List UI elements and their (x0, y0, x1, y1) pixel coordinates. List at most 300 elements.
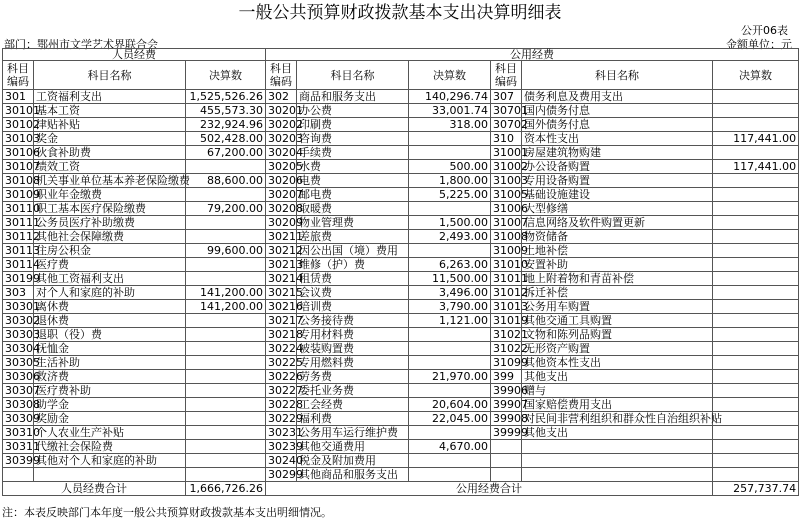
cell-code (491, 454, 522, 468)
cell-amount (713, 300, 799, 314)
table-row (3, 426, 799, 440)
cell-amount (409, 202, 491, 216)
cell-code: 30199 (3, 272, 34, 286)
cell-amount (186, 328, 266, 342)
cell-code: 31022 (491, 342, 522, 356)
cell-code: 30102 (3, 118, 34, 132)
cell-code: 31005 (491, 188, 522, 202)
cell-amount: 1,121.00 (409, 314, 491, 328)
cell-amount (186, 384, 266, 398)
table-row (3, 300, 799, 314)
cell-name: 手续费 (297, 146, 409, 160)
cell-name: 奖金 (34, 132, 186, 146)
cell-name: 个人农业生产补贴 (34, 426, 186, 440)
cell-amount (186, 468, 266, 482)
table-row (3, 146, 799, 160)
cell-amount (713, 342, 799, 356)
cell-name: 对个人和家庭的补助 (34, 286, 186, 300)
cell-code: 30304 (3, 342, 34, 356)
header-code: 科目编码 (266, 61, 297, 90)
cell-name: 奖励金 (34, 412, 186, 426)
cell-amount (713, 412, 799, 426)
cell-name: 国内债务付息 (522, 104, 713, 118)
cell-code (491, 468, 522, 482)
cell-amount (186, 230, 266, 244)
cell-name: 公务接待费 (297, 314, 409, 328)
cell-name: 国家赔偿费用支出 (522, 398, 713, 412)
cell-name: 地上附着物和青苗补偿 (522, 272, 713, 286)
cell-code: 30204 (266, 146, 297, 160)
cell-code: 30107 (3, 160, 34, 174)
cell-amount (713, 286, 799, 300)
cell-code: 30209 (266, 216, 297, 230)
page-title: 一般公共预算财政拨款基本支出决算明细表 (238, 3, 562, 23)
cell-amount (409, 356, 491, 370)
header-code: 科目编码 (491, 61, 522, 90)
cell-name: 信息网络及软件购置更新 (522, 216, 713, 230)
cell-code: 30202 (266, 118, 297, 132)
cell-code: 31010 (491, 258, 522, 272)
cell-name: 物业管理费 (297, 216, 409, 230)
cell-amount (713, 202, 799, 216)
cell-name: 退休费 (34, 314, 186, 328)
cell-amount (713, 356, 799, 370)
cell-name: 其他交通工具购置 (522, 314, 713, 328)
cell-amount: 502,428.00 (186, 132, 266, 146)
cell-name: 商品和服务支出 (297, 90, 409, 104)
cell-name: 专用燃料费 (297, 356, 409, 370)
cell-amount: 3,790.00 (409, 300, 491, 314)
form-number: 公开06表 (741, 24, 788, 37)
cell-amount (186, 216, 266, 230)
cell-amount (186, 356, 266, 370)
cell-name: 医疗费补助 (34, 384, 186, 398)
cell-code: 30305 (3, 356, 34, 370)
cell-code: 30216 (266, 300, 297, 314)
cell-name: 水费 (297, 160, 409, 174)
cell-name: 住房公积金 (34, 244, 186, 258)
cell-code: 30103 (3, 132, 34, 146)
cell-code: 30225 (266, 356, 297, 370)
cell-name: 咨询费 (297, 132, 409, 146)
cell-amount: 5,225.00 (409, 188, 491, 202)
personnel-total-amount: 1,666,726.26 (186, 482, 266, 496)
table-row (3, 314, 799, 328)
cell-name: 抚恤金 (34, 342, 186, 356)
cell-code: 30203 (266, 132, 297, 146)
cell-amount (409, 426, 491, 440)
cell-code: 30308 (3, 398, 34, 412)
group-personnel: 人员经费 (3, 49, 266, 61)
cell-amount (713, 398, 799, 412)
cell-code: 30214 (266, 272, 297, 286)
department-label: 部门：鄂州市文学艺术界联合会 (4, 38, 158, 51)
cell-code: 30101 (3, 104, 34, 118)
cell-code: 30311 (3, 440, 34, 454)
cell-code: 30110 (3, 202, 34, 216)
cell-amount: 22,045.00 (409, 412, 491, 426)
cell-amount: 20,604.00 (409, 398, 491, 412)
public-total-label: 公用经费合计 (266, 482, 713, 496)
cell-name: 印刷费 (297, 118, 409, 132)
cell-name: 专用材料费 (297, 328, 409, 342)
cell-code: 30310 (3, 426, 34, 440)
table-row (3, 272, 799, 286)
table-row (3, 90, 799, 104)
cell-amount (713, 258, 799, 272)
cell-code: 30218 (266, 328, 297, 342)
cell-amount (186, 398, 266, 412)
cell-name: 国外债务付息 (522, 118, 713, 132)
cell-code: 399 (491, 370, 522, 384)
cell-code: 31099 (491, 356, 522, 370)
cell-amount: 67,200.00 (186, 146, 266, 160)
cell-amount: 318.00 (409, 118, 491, 132)
cell-name: 生活补助 (34, 356, 186, 370)
cell-amount: 1,525,526.26 (186, 90, 266, 104)
cell-code: 30229 (266, 412, 297, 426)
cell-name: 其他对个人和家庭的补助 (34, 454, 186, 468)
cell-name: 委托业务费 (297, 384, 409, 398)
cell-name: 邮电费 (297, 188, 409, 202)
column-header-row (3, 61, 799, 90)
table-row (3, 244, 799, 258)
header-name: 科目名称 (34, 61, 186, 90)
cell-name: 其他社会保障缴费 (34, 230, 186, 244)
cell-code: 31009 (491, 244, 522, 258)
cell-code: 39906 (491, 384, 522, 398)
table-row (3, 174, 799, 188)
cell-name: 对民间非营利组织和群众性自治组织补贴 (522, 412, 713, 426)
table-row (3, 202, 799, 216)
cell-amount: 455,573.30 (186, 104, 266, 118)
cell-name: 差旅费 (297, 230, 409, 244)
cell-name: 文物和陈列品购置 (522, 328, 713, 342)
cell-code: 30227 (266, 384, 297, 398)
cell-code: 307 (491, 90, 522, 104)
footnote: 注：本表反映部门本年度一般公共预算财政拨款基本支出明细情况。 (2, 506, 332, 519)
cell-name: 办公设备购置 (522, 160, 713, 174)
cell-code: 30211 (266, 230, 297, 244)
table-row (3, 188, 799, 202)
cell-code: 30228 (266, 398, 297, 412)
table-row (3, 286, 799, 300)
cell-amount (186, 412, 266, 426)
cell-code: 31002 (491, 160, 522, 174)
cell-name: 其他支出 (522, 426, 713, 440)
cell-name: 租赁费 (297, 272, 409, 286)
cell-amount (186, 440, 266, 454)
table-row (3, 398, 799, 412)
table-row (3, 118, 799, 132)
cell-amount: 3,496.00 (409, 286, 491, 300)
cell-code: 30114 (3, 258, 34, 272)
cell-code: 30206 (266, 174, 297, 188)
group-header-row (3, 49, 799, 61)
cell-code: 31001 (491, 146, 522, 160)
public-total-amount: 257,737.74 (713, 482, 799, 496)
cell-code: 39999 (491, 426, 522, 440)
table-row (3, 468, 799, 482)
cell-name: 其他商品和服务支出 (297, 468, 409, 482)
cell-name (522, 440, 713, 454)
cell-name: 电费 (297, 174, 409, 188)
cell-name: 公务员医疗补助缴费 (34, 216, 186, 230)
cell-amount (409, 454, 491, 468)
cell-name: 债务利息及费用支出 (522, 90, 713, 104)
cell-name: 维修（护）费 (297, 258, 409, 272)
cell-amount (713, 118, 799, 132)
cell-code (3, 468, 34, 482)
cell-amount (409, 146, 491, 160)
cell-name: 救济费 (34, 370, 186, 384)
cell-amount: 141,200.00 (186, 300, 266, 314)
table-row (3, 328, 799, 342)
cell-amount (713, 314, 799, 328)
cell-name: 离休费 (34, 300, 186, 314)
cell-name: 专用设备购置 (522, 174, 713, 188)
cell-code: 30212 (266, 244, 297, 258)
cell-name: 机关事业单位基本养老保险缴费 (34, 174, 186, 188)
cell-amount: 33,001.74 (409, 104, 491, 118)
cell-code: 30213 (266, 258, 297, 272)
cell-code: 30205 (266, 160, 297, 174)
cell-code: 31012 (491, 286, 522, 300)
cell-name (522, 468, 713, 482)
cell-code: 30239 (266, 440, 297, 454)
cell-code: 31013 (491, 300, 522, 314)
cell-code: 30217 (266, 314, 297, 328)
cell-code: 30701 (491, 104, 522, 118)
table-row (3, 104, 799, 118)
cell-name: 物资储备 (522, 230, 713, 244)
cell-amount: 140,296.74 (409, 90, 491, 104)
cell-name: 基本工资 (34, 104, 186, 118)
cell-code: 30240 (266, 454, 297, 468)
cell-name: 赠与 (522, 384, 713, 398)
table-row (3, 454, 799, 468)
cell-name: 劳务费 (297, 370, 409, 384)
cell-name: 医疗费 (34, 258, 186, 272)
cell-code: 30302 (3, 314, 34, 328)
header-amount: 决算数 (409, 61, 491, 90)
header-name: 科目名称 (522, 61, 713, 90)
cell-amount: 79,200.00 (186, 202, 266, 216)
cell-name: 津贴补贴 (34, 118, 186, 132)
cell-amount (713, 454, 799, 468)
cell-code: 30113 (3, 244, 34, 258)
table-row (3, 160, 799, 174)
cell-name: 安置补助 (522, 258, 713, 272)
cell-amount (713, 468, 799, 482)
cell-name: 资本性支出 (522, 132, 713, 146)
cell-code: 30307 (3, 384, 34, 398)
cell-amount (186, 426, 266, 440)
cell-name: 公务用车购置 (522, 300, 713, 314)
cell-code: 31021 (491, 328, 522, 342)
cell-name: 其他工资福利支出 (34, 272, 186, 286)
cell-amount (713, 104, 799, 118)
cell-name: 会议费 (297, 286, 409, 300)
cell-name: 公务用车运行维护费 (297, 426, 409, 440)
table-row (3, 412, 799, 426)
cell-code: 31011 (491, 272, 522, 286)
cell-amount (186, 272, 266, 286)
cell-code: 31019 (491, 314, 522, 328)
header-amount: 决算数 (186, 61, 266, 90)
cell-code (491, 440, 522, 454)
unit-label: 金额单位：元 (726, 38, 792, 51)
cell-code: 301 (3, 90, 34, 104)
cell-amount (186, 370, 266, 384)
cell-code: 30231 (266, 426, 297, 440)
header-amount: 决算数 (713, 61, 799, 90)
cell-name: 大型修缮 (522, 202, 713, 216)
cell-amount (713, 272, 799, 286)
cell-amount: 21,970.00 (409, 370, 491, 384)
cell-code: 310 (491, 132, 522, 146)
cell-amount: 117,441.00 (713, 132, 799, 146)
cell-code: 30106 (3, 146, 34, 160)
cell-code: 30109 (3, 188, 34, 202)
cell-amount: 4,670.00 (409, 440, 491, 454)
cell-amount: 1,800.00 (409, 174, 491, 188)
cell-amount (186, 314, 266, 328)
cell-name: 其他交通费用 (297, 440, 409, 454)
cell-amount (713, 426, 799, 440)
cell-name: 其他支出 (522, 370, 713, 384)
cell-code: 30303 (3, 328, 34, 342)
cell-amount (409, 384, 491, 398)
table-row (3, 356, 799, 370)
cell-code: 31006 (491, 202, 522, 216)
cell-code: 30111 (3, 216, 34, 230)
cell-amount (409, 342, 491, 356)
cell-amount (186, 342, 266, 356)
cell-name: 房屋建筑物购建 (522, 146, 713, 160)
cell-code: 30309 (3, 412, 34, 426)
personnel-total-label: 人员经费合计 (3, 482, 186, 496)
cell-amount: 500.00 (409, 160, 491, 174)
cell-code: 39908 (491, 412, 522, 426)
cell-code: 30224 (266, 342, 297, 356)
cell-code: 303 (3, 286, 34, 300)
table-row (3, 230, 799, 244)
cell-name: 退职（役）费 (34, 328, 186, 342)
cell-amount (409, 244, 491, 258)
cell-code: 30208 (266, 202, 297, 216)
cell-name: 因公出国（境）费用 (297, 244, 409, 258)
cell-amount (713, 90, 799, 104)
cell-name: 助学金 (34, 398, 186, 412)
expense-table (2, 48, 799, 496)
cell-amount (713, 244, 799, 258)
cell-amount: 99,600.00 (186, 244, 266, 258)
cell-name: 伙食补助费 (34, 146, 186, 160)
header-code: 科目编码 (3, 61, 34, 90)
cell-name: 办公费 (297, 104, 409, 118)
cell-code: 30108 (3, 174, 34, 188)
header-name: 科目名称 (297, 61, 409, 90)
cell-amount: 2,493.00 (409, 230, 491, 244)
cell-name: 其他资本性支出 (522, 356, 713, 370)
cell-amount: 117,441.00 (713, 160, 799, 174)
cell-amount (713, 230, 799, 244)
cell-code: 30702 (491, 118, 522, 132)
cell-name: 基础设施建设 (522, 188, 713, 202)
cell-amount (713, 146, 799, 160)
cell-amount (713, 384, 799, 398)
cell-code: 30207 (266, 188, 297, 202)
cell-amount (409, 132, 491, 146)
cell-amount: 88,600.00 (186, 174, 266, 188)
cell-name: 职业年金缴费 (34, 188, 186, 202)
cell-amount (713, 370, 799, 384)
cell-amount (186, 258, 266, 272)
cell-name: 土地补偿 (522, 244, 713, 258)
cell-name: 工资福利支出 (34, 90, 186, 104)
cell-code: 30399 (3, 454, 34, 468)
cell-amount: 141,200.00 (186, 286, 266, 300)
cell-code: 30201 (266, 104, 297, 118)
cell-name: 培训费 (297, 300, 409, 314)
cell-code: 31003 (491, 174, 522, 188)
cell-name: 被装购置费 (297, 342, 409, 356)
cell-name: 绩效工资 (34, 160, 186, 174)
cell-name: 福利费 (297, 412, 409, 426)
table-row (3, 384, 799, 398)
cell-code: 31008 (491, 230, 522, 244)
cell-name: 无形资产购置 (522, 342, 713, 356)
table-row (3, 370, 799, 384)
table-row (3, 258, 799, 272)
cell-code: 30306 (3, 370, 34, 384)
cell-amount: 1,500.00 (409, 216, 491, 230)
cell-amount (713, 328, 799, 342)
cell-code: 30215 (266, 286, 297, 300)
table-row (3, 342, 799, 356)
cell-code: 302 (266, 90, 297, 104)
cell-amount (409, 328, 491, 342)
cell-code: 39907 (491, 398, 522, 412)
cell-amount (186, 454, 266, 468)
cell-name (34, 468, 186, 482)
cell-amount (186, 160, 266, 174)
table-row (3, 216, 799, 230)
cell-amount (713, 440, 799, 454)
cell-name: 税金及附加费用 (297, 454, 409, 468)
cell-amount (713, 174, 799, 188)
cell-amount (186, 188, 266, 202)
cell-amount (713, 188, 799, 202)
cell-amount: 232,924.96 (186, 118, 266, 132)
cell-code: 31007 (491, 216, 522, 230)
cell-amount (409, 468, 491, 482)
table-row (3, 440, 799, 454)
cell-name (522, 454, 713, 468)
cell-name: 取暖费 (297, 202, 409, 216)
cell-name: 代缴社会保险费 (34, 440, 186, 454)
cell-code: 30112 (3, 230, 34, 244)
cell-name: 工会经费 (297, 398, 409, 412)
cell-name: 拆迁补偿 (522, 286, 713, 300)
cell-amount: 6,263.00 (409, 258, 491, 272)
total-row (3, 482, 799, 496)
group-public: 公用经费 (266, 49, 799, 61)
cell-code: 30226 (266, 370, 297, 384)
cell-code: 30301 (3, 300, 34, 314)
cell-name: 职工基本医疗保险缴费 (34, 202, 186, 216)
